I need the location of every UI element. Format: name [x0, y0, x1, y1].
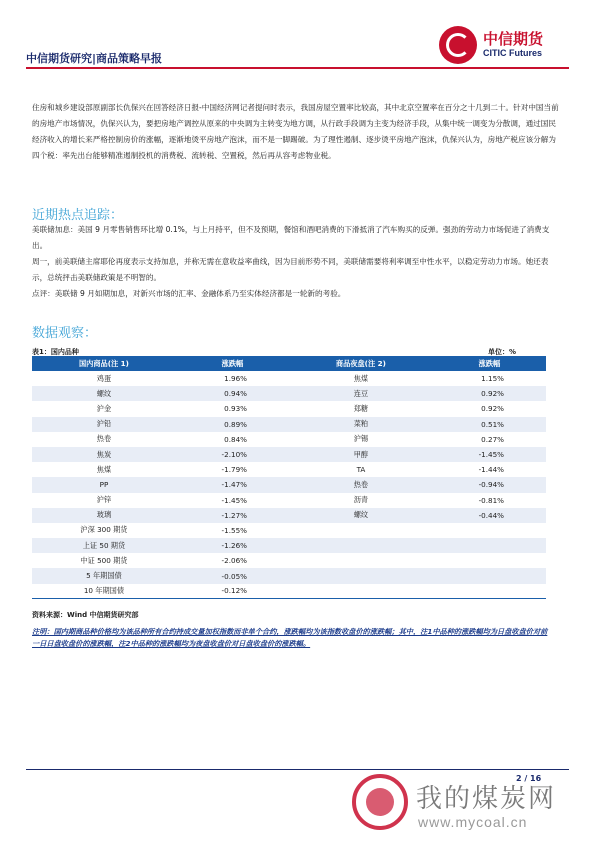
table-header-row: [32, 356, 546, 371]
table-cell-change: 0.89%: [176, 417, 289, 432]
table-cell-change: -0.44%: [433, 508, 546, 523]
table-cell-change: -1.45%: [433, 447, 546, 462]
housing-paragraph: 住房和城乡建设部原副部长仇保兴在回答经济日报-中国经济网记者提问时表示，我国房屋空置率比较高，其中北京空置率在百分之十几到二十。针对中国当前的房地产市场情况，仇保兴认为，要把房地产调控从原来的中央调为主转变为地方调，从行政手段调为主变为经济手段，从集中统一调变为分散调，通过国民经济收入的增长来严格控制房价的涨幅，逐渐地烫平房地产泡沫，而不是一脚踢破。为了理性遏制、逐步烫平房地产泡沫，仇保兴认为，房地产税应该分解为四个税：率先出台能够精准遏制投机的消费税、流转税、空置税，然后再从容考虑物业税。: [32, 103, 559, 160]
col-domestic: 国内商品(注 1): [32, 356, 176, 371]
col-change-2: 涨跌幅: [433, 356, 546, 371]
header-divider: [26, 67, 569, 69]
table-row: [32, 553, 546, 568]
table-cell-change: [433, 523, 546, 538]
table-cell-change: 0.92%: [433, 386, 546, 401]
table-cell-change: [433, 584, 546, 599]
table-caption: 表1：国内品种: [32, 348, 79, 356]
table-cell-name: 沪锡: [353, 434, 369, 444]
table-row: [32, 462, 546, 477]
table-cell-name: PP: [32, 477, 176, 492]
table-cell-change: -2.10%: [176, 447, 289, 462]
table-cell-name: 螺纹: [289, 508, 433, 523]
table-cell-change: [433, 568, 546, 583]
table-cell-change: [433, 553, 546, 568]
table-row: [32, 493, 546, 508]
table-row: [32, 538, 546, 553]
table-cell-name: [289, 584, 433, 599]
hot-paragraph-1: 美联储加息：美国 9 月零售销售环比增 0.1%，与上月持平，但不及预期，餐馆和酒吧消费的下滑抵消了汽车购买的反弹。强劲的劳动力市场促进了消费支出。: [32, 225, 550, 250]
table-cell-name: 10 年期国债: [32, 584, 176, 599]
table-cell-name: 沪金: [96, 403, 112, 413]
table-cell-name: [289, 553, 433, 568]
table-cell-change: -0.12%: [176, 584, 289, 599]
table-cell-change: -1.45%: [221, 495, 247, 505]
table-cell-change: -2.06%: [221, 556, 247, 566]
table-cell-name: TA: [356, 465, 366, 475]
table-cell-change: -1.26%: [176, 538, 289, 553]
table-cell-name: 螺纹: [32, 386, 176, 401]
table-cell-change: 0.27%: [481, 434, 504, 444]
table-cell-name: [289, 568, 433, 583]
table-cell-change: 1.15%: [481, 374, 504, 384]
table-row: [32, 386, 546, 401]
table-row: [32, 477, 546, 492]
table-cell-change: -1.27%: [176, 508, 289, 523]
table-row: [32, 447, 546, 462]
footer-divider: [26, 769, 569, 770]
table-cell-name: 沥青: [353, 495, 369, 505]
table-cell-name: 焦炭: [32, 447, 176, 462]
table-cell-name: [289, 538, 433, 553]
col-night: 商品夜盘(注 2): [289, 356, 433, 371]
table-row: [32, 584, 546, 599]
section-hot-title: 近期热点追踪：: [32, 208, 124, 223]
table-unit: 单位：%: [488, 348, 517, 356]
citic-logo-icon: [439, 26, 477, 64]
col-change-1: 涨跌幅: [176, 356, 289, 371]
table-note: 注明：国内期商品种价格均为该品种所有合约持成交量加权指数而非单个合约，涨跌幅均为该指数收盘价的涨跌幅；其中，注1中品种的涨跌幅均为日盘收盘价对前一日日盘收盘价的涨跌幅，注2中品种的涨跌幅均为夜盘收盘价对日盘收盘价的涨跌幅。: [32, 627, 548, 648]
table-cell-name: 中证 500 期货: [80, 555, 128, 565]
table-cell-name: 连豆: [289, 386, 433, 401]
watermark-url: www.mycoal.cn: [418, 814, 528, 830]
table-cell-change: 0.93%: [224, 404, 247, 414]
page-header: [26, 0, 569, 70]
table-row: [32, 568, 546, 583]
table-cell-change: -1.44%: [478, 465, 504, 475]
globe-icon: [352, 774, 408, 830]
hot-paragraph-3: 点评：美联储 9 月如期加息，对新兴市场的汇率、金融体系乃至实体经济都是一轮新的考验。: [32, 289, 346, 298]
table-cell-name: 焦煤: [353, 373, 369, 383]
table-cell-name: 鸡蛋: [96, 373, 112, 383]
table-cell-name: 郑糖: [353, 403, 369, 413]
table-cell-change: -0.94%: [433, 477, 546, 492]
logo-en-text: CITIC Futures: [483, 48, 543, 58]
table-cell-change: [433, 538, 546, 553]
citic-logo: [439, 22, 569, 66]
table-row: [32, 523, 546, 538]
table-cell-change: 1.96%: [224, 374, 247, 384]
section-data-title: 数据观察：: [32, 326, 98, 341]
table-row: [32, 508, 546, 523]
table-cell-name: 上证 50 期货: [32, 538, 176, 553]
table-row: [32, 417, 546, 432]
source-line: 资料来源：Wind 中信期货研究部: [32, 611, 139, 619]
table-cell-name: 热卷: [289, 477, 433, 492]
report-title: 中信期货研究|商品策略早报: [26, 52, 163, 65]
table-cell-name: 玻璃: [32, 508, 176, 523]
table-row: [32, 432, 546, 447]
table-cell-change: 0.84%: [224, 434, 247, 444]
table-cell-change: -0.05%: [176, 568, 289, 583]
table-row: [32, 401, 546, 416]
table-cell-change: 0.94%: [176, 386, 289, 401]
table-cell-name: 菜粕: [289, 417, 433, 432]
watermark-text: 我的煤炭网: [416, 784, 557, 814]
table-cell-change: -1.79%: [221, 465, 247, 475]
hot-paragraph-2: 周一，前美联储主席耶伦再度表示支持加息，并称无需在意收益率曲线，因为目前形势不同，美联储需要将利率调至中性水平，以稳定劳动力市场。她还表示，总统抨击美联储政策是不明智的。: [32, 257, 549, 282]
table-row: [32, 371, 546, 386]
table-cell-name: 5 年期国债: [32, 568, 176, 583]
table-cell-name: 焦煤: [96, 464, 112, 474]
table-cell-change: -1.47%: [176, 477, 289, 492]
table-cell-name: 沪铅: [32, 417, 176, 432]
commodity-table: [32, 356, 546, 599]
logo-cn-text: 中信期货: [483, 30, 544, 48]
watermark: [352, 772, 588, 836]
table-cell-name: 热卷: [96, 434, 112, 444]
page-number: 2 / 16: [516, 774, 542, 783]
table-cell-change: -0.81%: [478, 495, 504, 505]
table-cell-name: 沪锌: [96, 495, 112, 505]
table-cell-name: [289, 523, 433, 538]
table-cell-change: 0.92%: [481, 404, 504, 414]
table-cell-name: 甲醇: [289, 447, 433, 462]
table-cell-change: 0.51%: [433, 417, 546, 432]
table-cell-change: -1.55%: [221, 525, 247, 535]
table-cell-name: 沪深 300 期货: [80, 525, 128, 535]
